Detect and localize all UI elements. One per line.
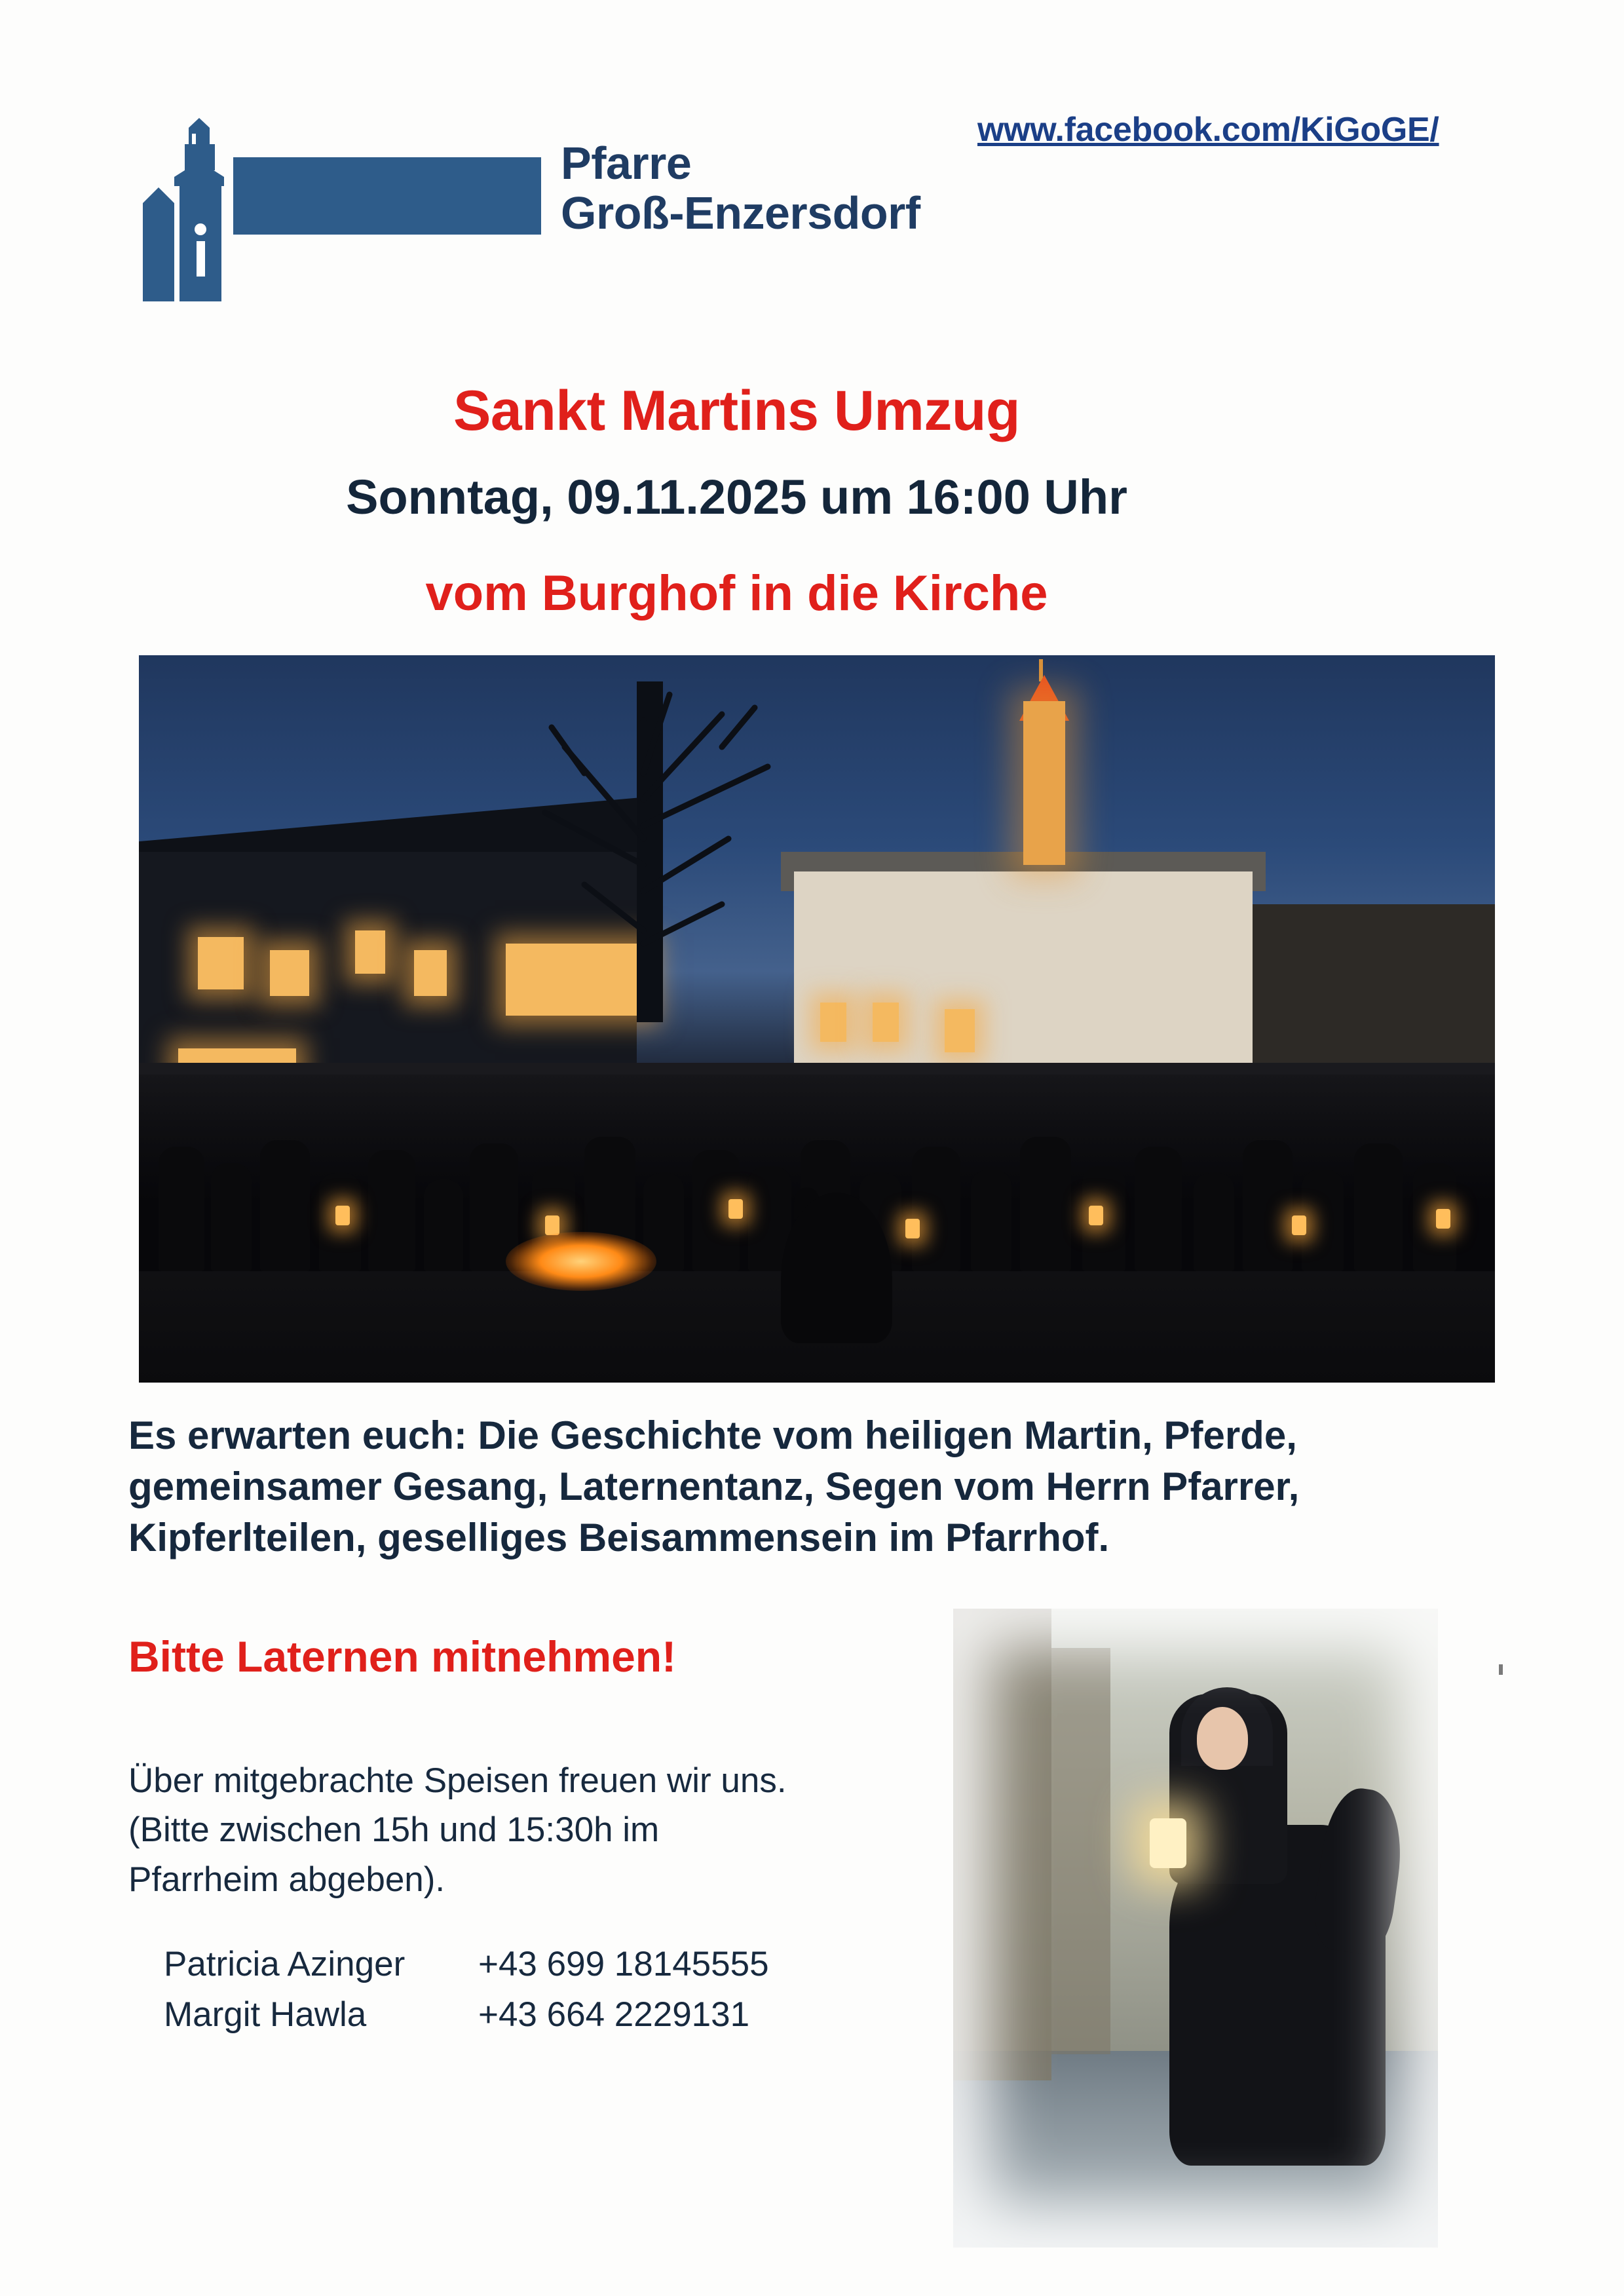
contact-name: Patricia Azinger (164, 1945, 406, 1983)
photo-person (159, 1147, 204, 1271)
main-photo (139, 655, 1495, 1383)
contact-name: Margit Hawla (164, 1995, 367, 2034)
photo-person (1302, 1170, 1344, 1271)
photo-lantern (905, 1219, 920, 1238)
photo-person (1135, 1147, 1182, 1271)
program-text: Es erwarten euch: Die Geschichte vom heiligen Martin, Pferde, gemeinsamer Gesang, Laternentanz, Segen vom Herrn Pfarrer, Kipferlteilen, geselliges Beisammensein im Pfarrhof. (128, 1413, 1300, 1559)
photo-tree-branches-icon (506, 668, 846, 1035)
photo-window (873, 1003, 899, 1042)
food-notes-line3: Pfarrheim abgeben). (128, 1860, 445, 1899)
contact-row (164, 1990, 983, 2040)
photo-window (414, 950, 447, 996)
photo-person (1194, 1173, 1234, 1271)
horse-photo-vignette (953, 1609, 1438, 2248)
org-name-line2: Groß-Enzersdorf (561, 187, 920, 239)
photo-person (971, 1170, 1011, 1271)
org-name-line1: Pfarre (561, 138, 692, 189)
food-notes-line1: Über mitgebrachte Speisen freuen wir uns. (128, 1761, 787, 1800)
parish-logo-icon (128, 105, 292, 288)
horse-photo (953, 1609, 1438, 2248)
photo-church-tower (1023, 701, 1065, 865)
photo-lantern (1089, 1206, 1103, 1225)
lantern-callout: Bitte Laternen mitnehmen! (128, 1632, 677, 1681)
org-name (561, 139, 920, 238)
photo-person (211, 1163, 252, 1271)
photo-window (945, 1009, 975, 1052)
photo-lantern (335, 1206, 350, 1225)
scan-artifact (1499, 1664, 1503, 1675)
event-route: vom Burghof in die Kirche (425, 565, 1048, 621)
event-datetime: Sonntag, 09.11.2025 um 16:00 Uhr (346, 470, 1127, 524)
photo-person (260, 1140, 310, 1271)
photo-campfire (506, 1232, 656, 1291)
photo-lantern (545, 1215, 559, 1235)
photo-lantern (1436, 1209, 1450, 1229)
photo-person (424, 1179, 463, 1271)
facebook-link[interactable]: www.facebook.com/KiGoGE/ (977, 111, 1439, 149)
photo-window (355, 930, 385, 974)
photo-person (1354, 1143, 1403, 1271)
food-notes (128, 1756, 960, 1904)
photo-person (912, 1147, 960, 1271)
photo-person (1020, 1137, 1071, 1271)
photo-lantern (728, 1199, 743, 1219)
photo-lantern (1292, 1215, 1306, 1235)
page-title: Sankt Martins Umzug (453, 379, 1020, 442)
contact-phone: +43 699 18145555 (478, 1945, 769, 1983)
contact-list (164, 1940, 983, 2040)
photo-window (270, 950, 309, 996)
photo-person (368, 1150, 415, 1271)
contact-phone: +43 664 2229131 (478, 1995, 750, 2034)
photo-window (198, 937, 244, 989)
logo-band (233, 157, 541, 235)
photo-person (1243, 1140, 1293, 1271)
food-notes-line2: (Bitte zwischen 15h und 15:30h im (128, 1810, 660, 1850)
contact-row (164, 1940, 983, 1990)
